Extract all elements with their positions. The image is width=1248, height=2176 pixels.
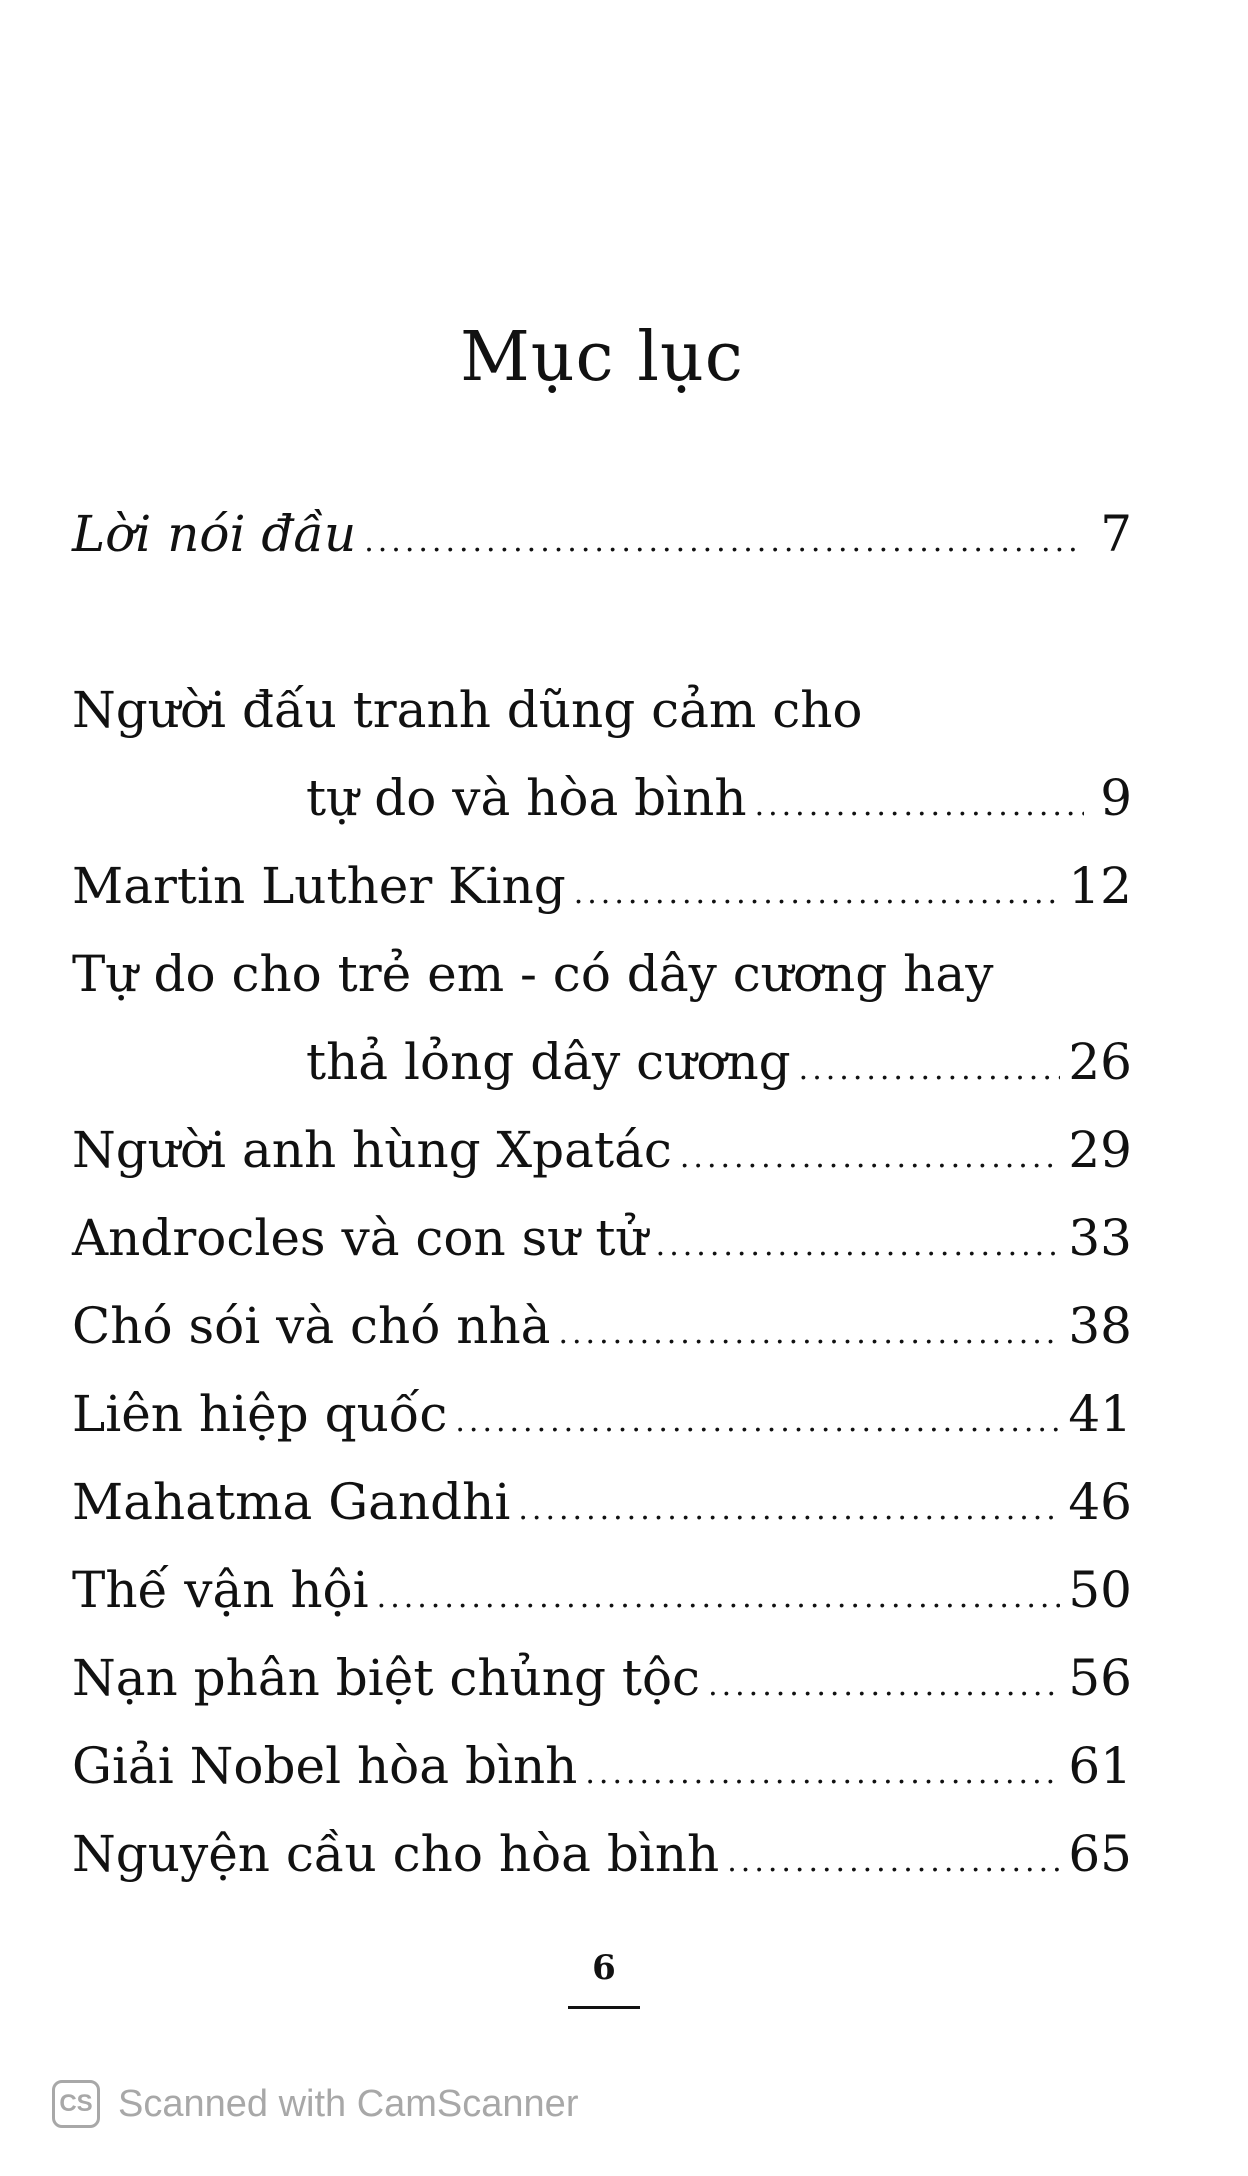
toc-entry	[72, 1634, 1132, 1722]
dot-leader	[708, 1642, 1060, 1730]
dot-leader	[799, 1026, 1061, 1114]
watermark-text: Scanned with CamScanner	[118, 2082, 579, 2125]
toc-entry-label: Người anh hùng Xpatác	[72, 1121, 672, 1179]
dot-leader	[727, 1818, 1060, 1906]
toc-entry-label: Giải Nobel hòa bình	[72, 1737, 578, 1795]
toc-entry	[72, 842, 1132, 930]
toc-entry	[72, 1282, 1132, 1370]
dot-leader	[558, 1290, 1060, 1378]
toc-entry-label: Nguyện cầu cho hòa bình	[72, 1825, 720, 1883]
toc-entry-label: tự do và hòa bình	[306, 769, 747, 827]
page-title: Mục lục	[460, 318, 744, 397]
toc-entry-page: 12	[1068, 857, 1132, 915]
camscanner-logo-icon: CS	[52, 2080, 100, 2128]
scanner-watermark	[52, 2080, 578, 2128]
dot-leader	[755, 762, 1084, 850]
dot-leader	[455, 1378, 1060, 1466]
toc-entry-label: Thế vận hội	[72, 1561, 369, 1619]
toc-entry-label: Mahatma Gandhi	[72, 1473, 511, 1531]
toc-entry-page: 56	[1068, 1649, 1132, 1707]
toc-entry-page: 50	[1068, 1561, 1132, 1619]
page-number: 6	[592, 1948, 616, 1988]
toc-entry-preface	[72, 490, 1132, 578]
toc-entry-label: Martin Luther King	[72, 857, 566, 915]
toc-entry-page: 61	[1068, 1737, 1132, 1795]
dot-leader	[680, 1114, 1060, 1202]
toc-entry-label: Liên hiệp quốc	[72, 1385, 448, 1443]
dot-leader	[656, 1202, 1061, 1290]
page-number-underline	[568, 2006, 640, 2009]
toc-entry	[72, 1546, 1132, 1634]
toc-entry-label: Chó sói và chó nhà	[72, 1297, 551, 1355]
dot-leader	[364, 498, 1084, 586]
toc-entry	[72, 930, 1132, 1106]
toc-entry-page: 9	[1100, 769, 1132, 827]
toc-entry-page: 41	[1068, 1385, 1132, 1443]
toc-entry	[72, 1458, 1132, 1546]
toc-entry-page: 33	[1068, 1209, 1132, 1267]
toc-entry	[72, 1194, 1132, 1282]
toc-entry	[72, 666, 1132, 842]
toc-entry-label-line1: Tự do cho trẻ em - có dây cương hay	[72, 945, 994, 1003]
toc-entry	[72, 1722, 1132, 1810]
toc-entry-label-line1: Người đấu tranh dũng cảm cho	[72, 681, 863, 739]
dot-leader	[585, 1730, 1060, 1818]
toc-entry	[72, 1810, 1132, 1898]
toc-entry	[72, 1106, 1132, 1194]
toc-entry-page: 29	[1068, 1121, 1132, 1179]
dot-leader	[377, 1554, 1061, 1642]
toc-entry	[72, 1370, 1132, 1458]
toc-entry-label: thả lỏng dây cương	[306, 1033, 791, 1091]
toc-entry-page: 65	[1068, 1825, 1132, 1883]
dot-leader	[518, 1466, 1060, 1554]
dot-leader	[574, 850, 1061, 938]
toc-entry-page: 26	[1068, 1033, 1132, 1091]
toc-entry-page: 38	[1068, 1297, 1132, 1355]
toc-entry-label: Androcles và con sư tử	[72, 1209, 648, 1267]
toc-entry-label: Nạn phân biệt chủng tộc	[72, 1649, 701, 1707]
table-of-contents	[72, 490, 1132, 1898]
toc-entry-label: Lời nói đầu	[72, 505, 357, 563]
toc-entry-page: 7	[1100, 505, 1132, 563]
toc-entry-page: 46	[1068, 1473, 1132, 1531]
